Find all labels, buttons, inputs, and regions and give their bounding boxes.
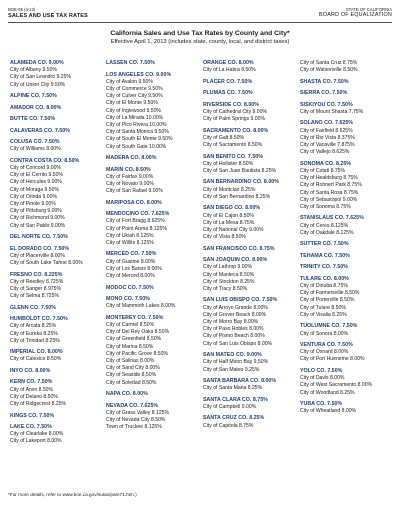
city-rate: City of Palm Springs 9.00% xyxy=(203,116,266,123)
city-rate: City of Sand City 8.00% xyxy=(106,365,160,372)
city-rate: City of Soledad 8.50% xyxy=(106,379,157,386)
city-rate: City of Point Arena 8.125% xyxy=(106,225,167,232)
county-rate: HUMBOLDT CO. 7.50% xyxy=(10,316,68,323)
city-rate: City of Santa Maria 8.25% xyxy=(203,385,263,392)
county-rate: FRESNO CO. 8.225% xyxy=(10,271,63,278)
rate-column-2 xyxy=(106,60,198,436)
county-rate: VENTURA CO. 7.50% xyxy=(300,342,353,349)
county-entry xyxy=(203,352,295,374)
county-rate: NAPA CO. 8.00% xyxy=(106,391,148,398)
county-entry xyxy=(300,342,392,364)
city-rate: City of Vista 8.50% xyxy=(203,234,246,241)
county-entry xyxy=(10,105,102,112)
city-rate: City of Sebastopol 9.00% xyxy=(300,196,358,203)
county-rate: TUOLUMNE CO. 7.50% xyxy=(300,323,358,330)
city-rate: City of Oakdale 8.125% xyxy=(300,229,354,236)
city-rate: City of Sonora 8.00% xyxy=(300,330,349,337)
county-entry xyxy=(106,296,198,310)
county-entry xyxy=(300,323,392,337)
county-entry xyxy=(203,397,295,411)
county-entry xyxy=(10,128,102,135)
city-rate: City of Pittsburg 9.00% xyxy=(10,208,62,215)
city-rate: City of Pismo Beach 8.00% xyxy=(203,333,265,340)
county-rate: PLUMAS CO. 7.50% xyxy=(203,90,253,97)
city-rate: City of Selma 8.725% xyxy=(10,293,59,300)
city-rate: City of West Sacramento 8.00% xyxy=(300,382,373,389)
county-rate: ORANGE CO. 8.00% xyxy=(203,60,254,66)
county-rate: SAN FRANCISCO CO. 8.75% xyxy=(203,245,275,252)
city-rate: City of Pico Rivera 10.00% xyxy=(106,121,167,128)
city-rate: City of Inglewood 9.50% xyxy=(106,107,161,114)
city-rate: City of South Gate 10.00% xyxy=(106,143,167,150)
county-rate: SAN LUIS OBISPO CO. 7.50% xyxy=(203,297,278,304)
city-rate: City of La Mesa 8.75% xyxy=(203,219,255,226)
county-rate: MARIN CO. 8.50% xyxy=(106,166,151,173)
city-rate: City of Stockton 8.25% xyxy=(203,278,255,285)
city-rate: City of Willits 8.125% xyxy=(106,239,154,246)
county-entry xyxy=(203,128,295,150)
county-rate: SANTA CLARA CO. 8.75% xyxy=(203,396,268,403)
city-rate: City of Placerville 8.00% xyxy=(10,252,65,259)
city-rate: City of Paso Robles 8.00% xyxy=(203,326,264,333)
city-rate: City of Visalia 8.25% xyxy=(300,311,347,318)
county-entry xyxy=(300,401,392,415)
county-rate: DEL NORTE CO. 7.50% xyxy=(10,234,68,241)
county-rate: NEVADA CO. 7.625% xyxy=(106,402,159,409)
county-rate: SAN JOAQUIN CO. 8.00% xyxy=(203,257,268,264)
county-entry xyxy=(203,378,295,392)
header-agency xyxy=(319,7,392,19)
city-rate: City of Moraga 9.50% xyxy=(10,186,59,193)
county-rate: SAN BENITO CO. 7.50% xyxy=(203,153,263,160)
city-rate: City of South Lake Tahoe 8.00% xyxy=(10,260,83,267)
city-rate: City of Arroyo Grande 8.00% xyxy=(203,304,268,311)
city-rate: City of Capitola 8.75% xyxy=(203,422,254,429)
county-entry xyxy=(300,241,392,248)
county-rate: LASSEN CO. 7.50% xyxy=(106,60,155,66)
city-rate: City of Seaside 8.50% xyxy=(106,372,157,379)
county-entry xyxy=(106,285,198,292)
city-rate: City of Wheatland 8.00% xyxy=(300,408,357,415)
county-entry xyxy=(10,379,102,408)
county-entry xyxy=(300,79,392,86)
county-rate: SACRAMENTO CO. 8.00% xyxy=(203,127,269,134)
county-rate: SONOMA CO. 8.25% xyxy=(300,160,352,167)
city-rate: City of La Mirada 10.00% xyxy=(106,114,164,121)
city-rate: City of Fairfax 9.00% xyxy=(106,173,154,180)
city-rate: City of Williams 8.00% xyxy=(10,146,61,153)
county-entry xyxy=(300,161,392,211)
county-entry xyxy=(203,79,295,86)
county-entry xyxy=(106,72,198,151)
county-entry xyxy=(203,154,295,176)
county-rate: PLACER CO. 7.50% xyxy=(203,78,253,85)
city-rate: City of Half Moon Bay 9.50% xyxy=(203,359,269,366)
city-rate: City of Carmel 8.50% xyxy=(106,321,155,328)
rate-column-3 xyxy=(203,60,295,434)
city-rate: City of Port Hueneme 8.00% xyxy=(300,356,365,363)
city-rate: City of Eureka 8.25% xyxy=(10,330,58,337)
city-rate: City of Manteca 8.50% xyxy=(203,271,255,278)
city-rate: City of Watsonville 8.50% xyxy=(300,67,358,74)
city-rate: City of Mount Shasta 7.75% xyxy=(300,108,364,115)
county-entry xyxy=(203,102,295,124)
city-rate: City of Campbell 9.00% xyxy=(203,403,257,410)
county-rate: LOS ANGELES CO. 9.00% xyxy=(106,71,172,78)
city-rate: City of Pacific Grove 8.50% xyxy=(106,350,168,357)
county-entry xyxy=(300,264,392,271)
county-entry xyxy=(106,315,198,387)
city-rate: City of Lathrop 9.00% xyxy=(203,264,252,271)
city-rate: City of National City 9.00% xyxy=(203,226,264,233)
city-rate: City of Trinidad 8.25% xyxy=(10,337,60,344)
city-rate: City of Avalon 9.50% xyxy=(106,78,153,85)
county-entry xyxy=(10,349,102,363)
county-entry xyxy=(10,116,102,123)
city-rate: City of Fort Bragg 8.625% xyxy=(106,218,165,225)
rate-column-1 xyxy=(10,60,102,450)
city-rate: City of Greenfield 8.50% xyxy=(106,336,162,343)
county-rate: SAN BERNARDINO CO. 8.00% xyxy=(203,179,279,186)
city-rate: City of Sanger 8.975% xyxy=(10,285,61,292)
county-rate: COLUSA CO. 7.50% xyxy=(10,139,60,146)
city-rate: City of Pinole 9.00% xyxy=(10,201,56,208)
county-entry xyxy=(10,316,102,345)
city-rate: City of Calexico 8.50% xyxy=(10,356,62,363)
county-entry xyxy=(10,158,102,230)
city-rate: City of Woodland 8.25% xyxy=(300,389,355,396)
county-entry xyxy=(203,257,295,293)
city-rate: City of Porterville 8.50% xyxy=(300,297,355,304)
city-rate: City of Nevada City 8.50% xyxy=(106,417,166,423)
city-rate: City of Orinda 9.00% xyxy=(10,193,57,200)
county-rate: MERCED CO. 7.50% xyxy=(106,251,157,258)
county-rate: MONTEREY CO. 7.50% xyxy=(106,314,164,321)
city-rate: City of Merced 8.00% xyxy=(106,273,155,280)
county-entry xyxy=(10,272,102,301)
county-rate: KINGS CO. 7.50% xyxy=(10,412,55,419)
rate-columns xyxy=(10,60,396,485)
county-rate: SANTA BARBARA CO. 8.00% xyxy=(203,378,277,385)
county-entry xyxy=(203,415,295,429)
county-entry xyxy=(10,246,102,268)
city-rate: City of Grass Valley 8.125% xyxy=(106,409,170,416)
county-rate: ALAMEDA CO. 9.00% xyxy=(10,60,64,66)
county-entry xyxy=(300,90,392,97)
city-rate: City of Commerce 9.50% xyxy=(106,85,163,92)
city-rate: City of Vacaville 7.875% xyxy=(300,142,355,149)
city-rate: City of Tulare 8.50% xyxy=(300,304,346,311)
county-rate: SHASTA CO. 7.50% xyxy=(300,78,349,85)
county-entry xyxy=(203,179,295,201)
state-label: STATE OF CALIFORNIA xyxy=(345,7,392,12)
county-entry xyxy=(106,200,198,207)
city-rate: City of Los Banos 8.00% xyxy=(106,265,162,272)
county-rate: CONTRA COSTA CO. 8.50% xyxy=(10,157,80,164)
county-rate: YUBA CO. 7.50% xyxy=(300,401,343,408)
city-rate: City of Farmersville 8.50% xyxy=(300,290,360,297)
county-entry xyxy=(203,246,295,253)
header-divider xyxy=(8,22,392,23)
county-rate: TRINITY CO. 7.50% xyxy=(300,264,348,271)
county-entry xyxy=(10,424,102,446)
county-entry xyxy=(106,60,198,67)
rate-column-4 xyxy=(300,60,392,420)
city-rate: City of Salinas 8.00% xyxy=(106,357,155,364)
city-rate: City of Clearlake 8.00% xyxy=(10,431,64,438)
county-rate: MENDOCINO CO. 7.625% xyxy=(106,211,170,218)
city-rate: City of Santa Cruz 8.75% xyxy=(300,60,358,66)
county-entry xyxy=(10,139,102,153)
county-rate: ALPINE CO. 7.50% xyxy=(10,93,57,100)
city-rate: City of Ceres 8.125% xyxy=(300,222,349,229)
city-rate: City of Lakeport 8.00% xyxy=(10,438,62,445)
county-rate: SANTA CRUZ CO. 8.25% xyxy=(203,415,265,422)
county-rate: SAN MATEO CO. 9.00% xyxy=(203,352,262,359)
city-rate: City of Marina 8.50% xyxy=(106,343,154,350)
city-rate: City of South El Monte 9.50% xyxy=(106,136,173,143)
county-rate: IMPERIAL CO. 8.00% xyxy=(10,349,63,356)
county-rate: YOLO CO. 7.50% xyxy=(300,367,343,374)
city-rate: City of Richmond 9.00% xyxy=(10,215,65,222)
county-rate: STANISLAUS CO. 7.625% xyxy=(300,215,364,222)
city-rate: City of San Juan Bautista 8.25% xyxy=(203,167,277,174)
county-entry xyxy=(106,211,198,247)
county-entry xyxy=(300,368,392,397)
city-rate: City of Santa Rosa 8.75% xyxy=(300,189,359,196)
county-rate: INYO CO. 8.00% xyxy=(10,367,51,374)
city-rate: City of Oxnard 8.00% xyxy=(300,349,349,356)
city-rate: City of Tracy 8.50% xyxy=(203,285,248,292)
city-rate: City of Ridgecrest 8.25% xyxy=(10,401,67,408)
page-subtitle: Effective April 1, 2013 (includes state, county, local, and district taxes) xyxy=(110,38,290,45)
county-rate: SAN DIEGO CO. 8.00% xyxy=(203,205,261,212)
county-rate: SOLANO CO. 7.625% xyxy=(300,120,353,127)
county-entry xyxy=(203,90,295,97)
board-label: BOARD OF EQUALIZATION xyxy=(319,12,392,18)
county-entry xyxy=(300,102,392,116)
county-entry xyxy=(106,403,198,432)
city-rate: City of Rohnert Park 8.75% xyxy=(300,182,362,189)
county-entry xyxy=(10,413,102,420)
county-entry xyxy=(300,120,392,156)
county-rate: LAKE CO. 7.50% xyxy=(10,424,52,431)
city-rate: City of Rio Vista 8.375% xyxy=(300,134,355,141)
county-entry xyxy=(10,305,102,312)
city-rate: City of San Leandro 9.25% xyxy=(10,74,71,81)
county-entry xyxy=(106,155,198,162)
county-rate: TEHAMA CO. 7.50% xyxy=(300,252,350,259)
county-entry xyxy=(300,276,392,319)
city-rate: City of El Monte 9.50% xyxy=(106,100,158,107)
city-rate: City of Dinuba 8.75% xyxy=(300,283,348,290)
city-rate: City of Cotati 8.75% xyxy=(300,167,346,174)
form-id: BOE-95 (4-13) xyxy=(8,7,36,12)
county-entry xyxy=(10,234,102,241)
city-rate: City of Santa Monica 9.50% xyxy=(106,129,169,136)
city-rate: City of Gustine 8.00% xyxy=(106,258,156,265)
city-rate: City of Mammoth Lakes 8.00% xyxy=(106,303,176,310)
city-rate: City of Vallejo 8.625% xyxy=(300,149,350,156)
city-rate: City of Galt 8.50% xyxy=(203,134,245,141)
city-rate: City of Davis 8.00% xyxy=(300,375,345,382)
city-rate: City of Reedley 8.725% xyxy=(10,278,64,285)
county-entry xyxy=(300,253,392,260)
city-rate: City of El Cajon 8.50% xyxy=(203,212,254,219)
header-title: SALES AND USE TAX RATES xyxy=(8,13,88,19)
county-rate: KERN CO. 7.50% xyxy=(10,379,53,386)
county-rate: MONO CO. 7.50% xyxy=(106,296,150,303)
county-entry xyxy=(106,391,198,398)
city-rate: City of San Rafael 9.00% xyxy=(106,188,163,195)
county-rate: SISKIYOU CO. 7.50% xyxy=(300,101,353,108)
city-rate: City of Arcata 8.25% xyxy=(10,323,57,330)
county-rate: AMADOR CO. 8.00% xyxy=(10,104,62,111)
county-entry xyxy=(106,251,198,280)
county-rate: SIERRA CO. 7.50% xyxy=(300,90,348,97)
county-entry xyxy=(300,60,392,74)
city-rate: City of Delano 8.50% xyxy=(10,393,58,400)
county-entry xyxy=(10,93,102,100)
county-rate: CALAVERAS CO. 7.50% xyxy=(10,127,70,134)
county-entry xyxy=(10,368,102,375)
county-rate: EL DORADO CO. 7.50% xyxy=(10,245,70,252)
county-entry xyxy=(106,167,198,196)
county-rate: MARIPOSA CO. 8.00% xyxy=(106,199,162,206)
city-rate: City of Novato 9.00% xyxy=(106,180,154,187)
county-entry xyxy=(203,205,295,241)
city-rate: City of Fairfield 8.625% xyxy=(300,127,353,134)
city-rate: City of Union City 9.50% xyxy=(10,81,66,88)
city-rate: City of Sacramento 8.50% xyxy=(203,142,263,149)
city-rate: City of Del Rey Oaks 8.50% xyxy=(106,329,170,336)
city-rate: Town of Truckee 8.125% xyxy=(106,424,162,431)
city-rate: City of El Cerrito 9.50% xyxy=(10,172,63,179)
county-rate: SUTTER CO. 7.50% xyxy=(300,241,349,248)
city-rate: City of San Bernardino 8.25% xyxy=(203,193,271,200)
city-rate: City of Healdsburg 8.75% xyxy=(300,175,358,182)
footnote: *For more details, refer to www.boe.ca.gov/sutax/pam71.htm.) xyxy=(8,492,137,497)
city-rate: City of La Habra 8.50% xyxy=(203,67,256,74)
city-rate: City of Grover Beach 8.00% xyxy=(203,311,267,318)
page-title: California Sales and Use Tax Rates by County and City* xyxy=(110,30,290,37)
county-rate: MODOC CO. 7.50% xyxy=(106,284,154,291)
county-rate: MADERA CO. 8.00% xyxy=(106,155,157,162)
city-rate: City of Morro Bay 8.00% xyxy=(203,319,259,326)
city-rate: City of Culver City 9.50% xyxy=(106,93,163,100)
county-entry xyxy=(203,297,295,347)
city-rate: City of San Mateo 9.25% xyxy=(203,366,260,373)
county-entry xyxy=(203,60,295,74)
city-rate: City of Montclair 8.25% xyxy=(203,186,256,193)
city-rate: City of Sonoma 8.75% xyxy=(300,203,351,210)
city-rate: City of Hercules 9.00% xyxy=(10,179,62,186)
city-rate: City of Cathedral City 9.00% xyxy=(203,108,267,115)
city-rate: City of Albany 9.50% xyxy=(10,67,58,74)
city-rate: City of San Pablo 9.00% xyxy=(10,222,66,229)
city-rate: City of Concord 9.00% xyxy=(10,165,61,172)
county-entry xyxy=(300,215,392,237)
county-rate: GLENN CO. 7.50% xyxy=(10,304,56,311)
city-rate: City of Ukiah 8.125% xyxy=(106,232,154,239)
county-rate: RIVERSIDE CO. 8.00% xyxy=(203,101,259,108)
city-rate: City of Arvin 8.50% xyxy=(10,386,54,393)
county-rate: TULARE CO. 8.00% xyxy=(300,275,349,282)
city-rate: City of San Luis Obispo 8.00% xyxy=(203,340,273,347)
county-rate: BUTTE CO. 7.50% xyxy=(10,116,56,123)
city-rate: City of Hollister 8.50% xyxy=(203,160,254,167)
county-entry xyxy=(10,60,102,89)
